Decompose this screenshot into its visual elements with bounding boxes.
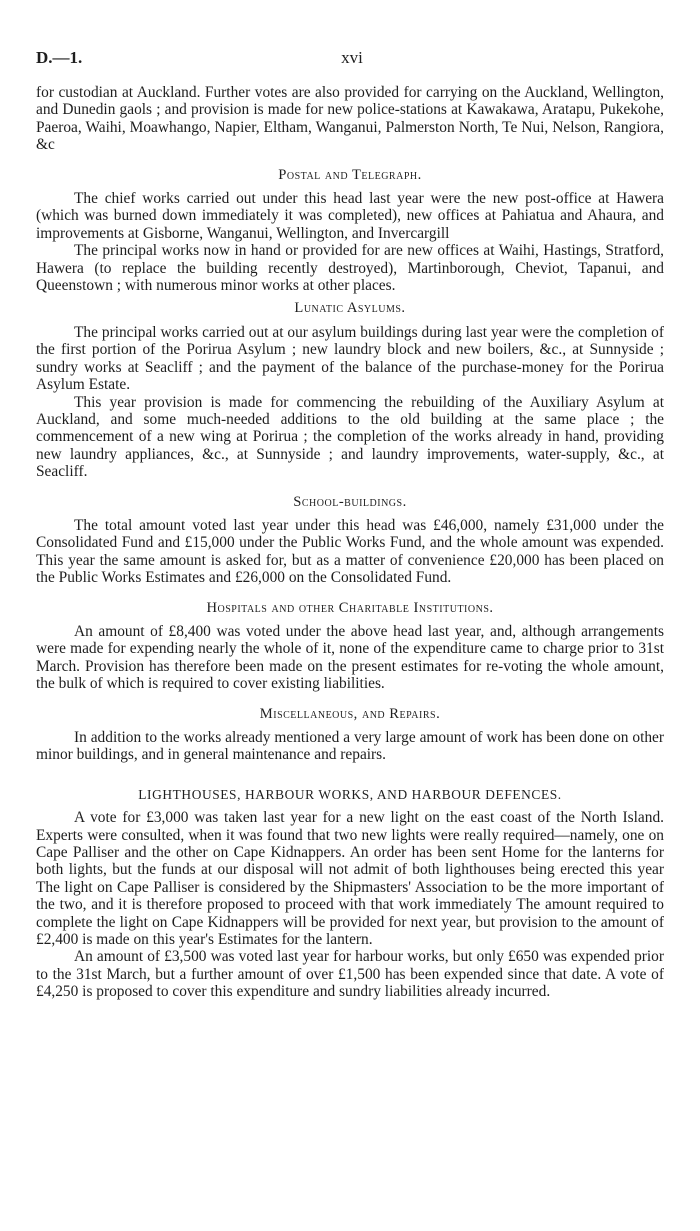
paragraph-gaols-police: for custodian at Auckland. Further votes are also provided for carrying on the Auckland, Wellington, and Dunedin gaols ; and provision is made for new police-stations at Kawakawa, Aratapu, Pukekohe, Paeroa, Waihi, Moawhango, Napier, Eltham, Wanganui, Palmerston North, Te Nui, Nelson, Rangiora, &c (36, 84, 664, 154)
heading-lighthouses-harbours: LIGHTHOUSES, HARBOUR WORKS, AND HARBOUR DEFENCES. (138, 786, 562, 802)
paragraph-hospitals-votes: An amount of £8,400 was voted under the above head last year, and, although arrangements were made for expending nearly the whole of it, none of the expenditure came to charge prior to 31st March. Provision has therefore been made on the present estimates for re-voting the whole amount, the bulk of which is required to cover existing liabilities. (36, 622, 664, 693)
page-number: xvi (341, 48, 363, 67)
paragraph-harbour-works: An amount of £3,500 was voted last year for harbour works, but only £650 was expended prior to the 31st March, but a further amount of over £1,500 has been expended since that date. A vote of £4,250 is proposed to cover this expenditure and sundry liabilities already incurred. (36, 948, 664, 1001)
heading-lunatic-asylums: Lunatic Asylums. (294, 300, 406, 317)
document-body (36, 84, 664, 1001)
page-header (36, 48, 668, 70)
heading-postal-telegraph: Postal and Telegraph. (278, 166, 422, 183)
paragraph-asylum-works: The principal works carried out at our asylum buildings during last year were the completion of the first portion of the Porirua Asylum ; new laundry block and new boilers, &c., at Sunnyside ; sundry works at Seacliff ; and the payment of the balance of the purchase-money for the Porirua Asylum Estate. (36, 323, 664, 394)
heading-school-buildings: School-buildings. (293, 493, 407, 510)
paragraph-school-votes: The total amount voted last year under this head was £46,000, namely £31,000 under the Consolidated Fund and £15,000 under the Public Works Fund, and the whole amount was expended. This year the same amount is asked for, but as a matter of convenience £20,000 has been placed on the Public Works Estimates and £26,000 on the Consolidated Fund. (36, 516, 664, 587)
paragraph-postal-works: The chief works carried out under this head last year were the new post-office at Hawera (which was burned down immediately it was completed), new offices at Pahiatua and Ahaura, and improvements at Gisborne, Wanganui, Wellington, and Invercargill (36, 190, 664, 242)
paragraph-lighthouses: A vote for £3,000 was taken last year for a new light on the east coast of the North Island. Experts were consulted, when it was found that two new lights were really required—namely, one on Cape Palliser and the other on Cape Kidnappers. An order has been sent Home for the lanterns for both lights, but the funds at our disposal will not admit of both lighthouses being erected this year The light on Cape Palliser is considered by the Shipmasters' Association to be the more important of the two, and it is therefore proposed to proceed with that work immediately The amount required to complete the light on Cape Kidnappers will be provided for next year, but provision to the amount of £2,400 is made on this year's Estimates for the lantern. (36, 809, 664, 949)
document-reference: D.—1. (36, 48, 83, 67)
paragraph-miscellaneous: In addition to the works already mentioned a very large amount of work has been done on other minor buildings, and in general maintenance and repairs. (36, 729, 664, 764)
heading-hospitals: Hospitals and other Charitable Institutions. (206, 599, 494, 616)
paragraph-postal-in-hand: The principal works now in hand or provided for are new offices at Waihi, Hastings, Stratford, Hawera (to replace the building recently destroyed), Martinborough, Cheviot, Tapanui, and Queenstown ; with numerous minor works at other places. (36, 242, 664, 295)
paragraph-asylum-provision: This year provision is made for commencing the rebuilding of the Auxiliary Asylum at Auckland, and some much-needed additions to the old building at the same place ; the commencement of a new wing at Porirua ; the completion of the works already in hand, providing new laundry appliances, &c., at Sunnyside ; and laundry improvements, water-supply, &c., at Seacliff. (36, 393, 664, 481)
heading-miscellaneous-repairs: Miscellaneous, and Repairs. (259, 705, 441, 722)
